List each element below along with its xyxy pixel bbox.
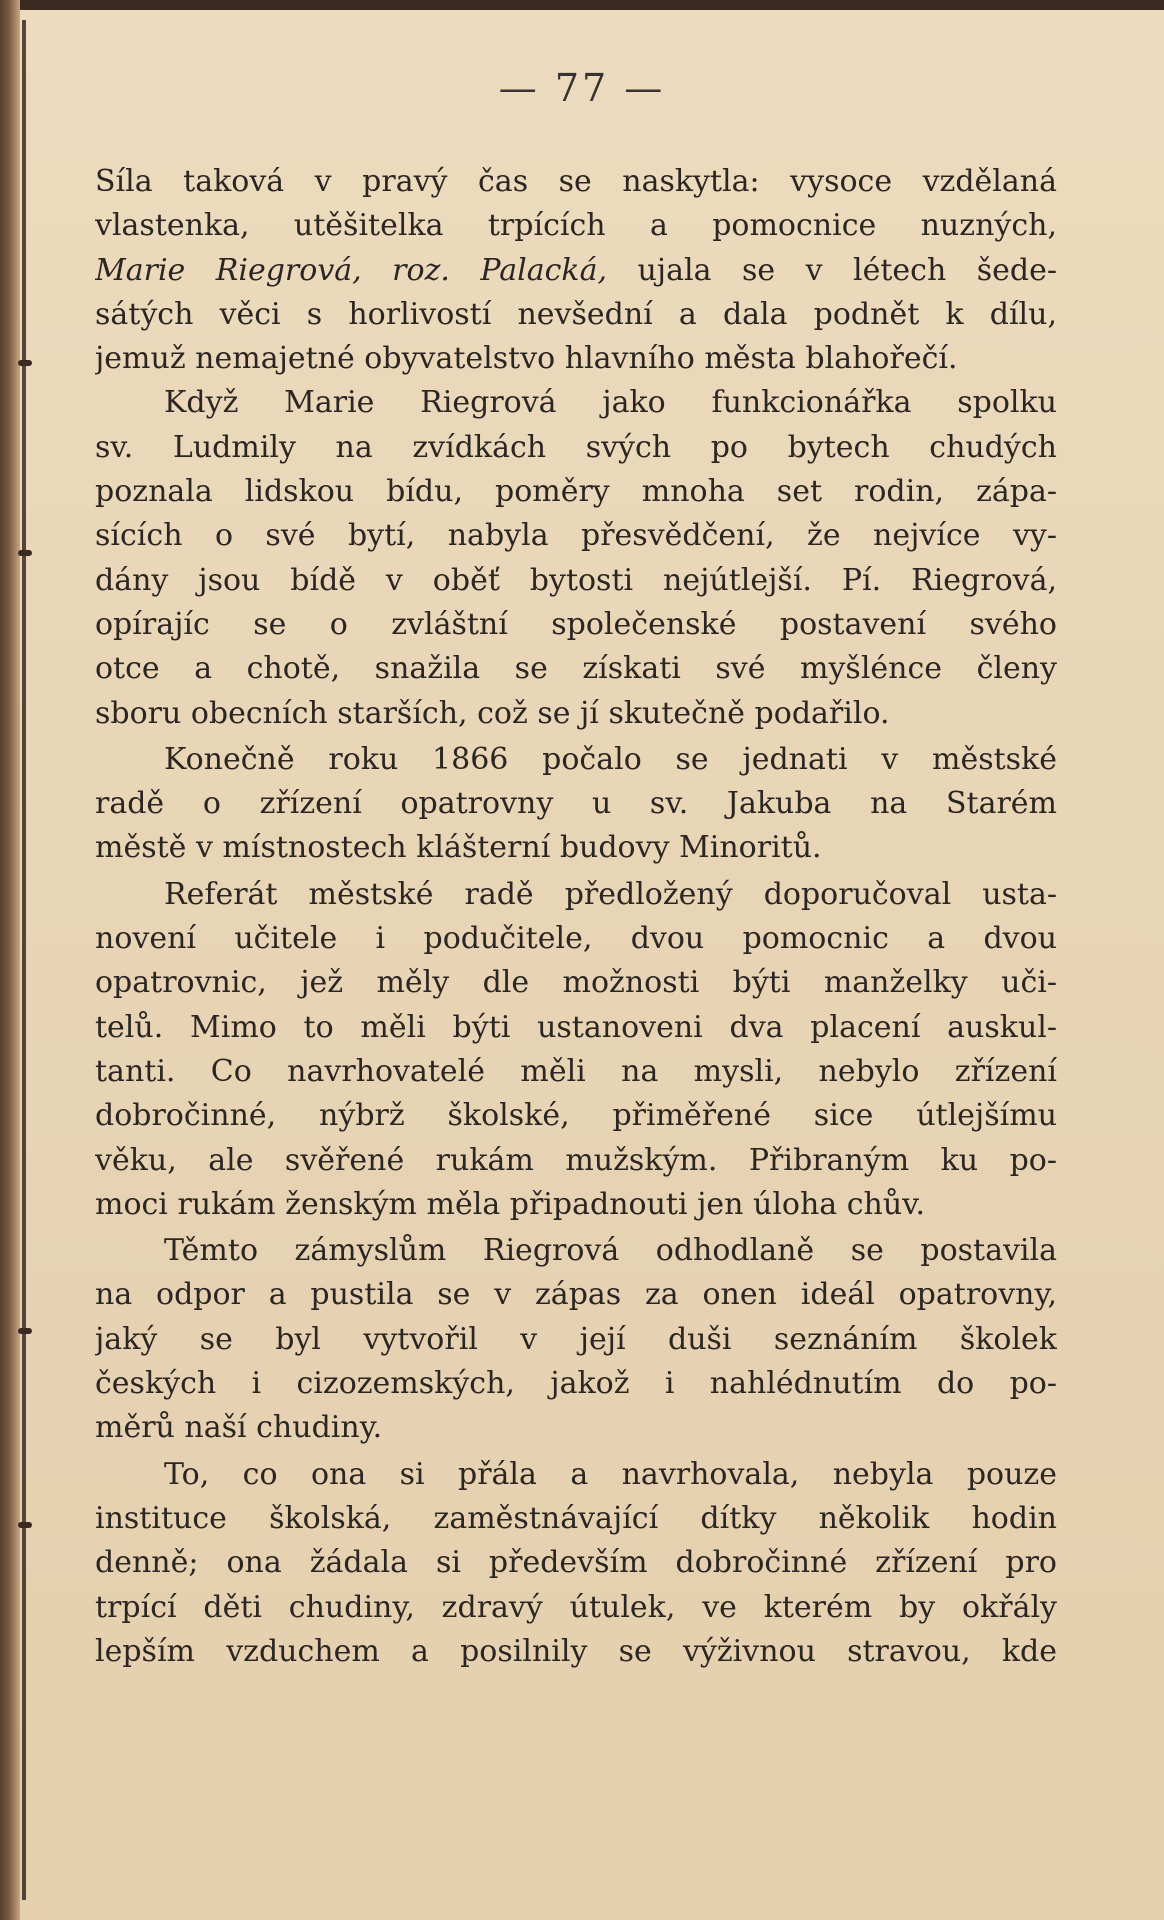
text-line: tanti. Co navrhovatelé měli na mysli, nebylo zřízení bbox=[95, 1053, 1057, 1089]
text-line: lepším vzduchem a posilnily se výživnou stravou, kde bbox=[95, 1633, 1057, 1669]
text-line: otce a chotě, snažila se získati své myšlénce členy bbox=[95, 651, 1057, 687]
text-line: na odpor a pustila se v zápas za onen ideál opatrovny, bbox=[95, 1277, 1057, 1313]
text-line: Síla taková v pravý čas se naskytla: vysoce vzdělaná bbox=[95, 164, 1057, 199]
paragraph bbox=[95, 160, 1057, 381]
text-line: denně; ona žádala si především dobročinné zřízení pro bbox=[95, 1545, 1057, 1581]
text-line: městě v místnostech klášterní budovy Minoritů. bbox=[95, 830, 822, 866]
text-line: věku, ale svěřené rukám mužským. Přibraným ku po- bbox=[95, 1142, 1057, 1178]
page-top-edge bbox=[0, 0, 1164, 10]
text-line: trpící děti chudiny, zdravý útulek, ve kterém by okřály bbox=[95, 1589, 1057, 1625]
text-line: moci rukám ženským měla připadnouti jen úloha chův. bbox=[95, 1186, 926, 1222]
text-line: jaký se byl vytvořil v její duši seznáním školek bbox=[95, 1321, 1057, 1357]
text-line: Těmto zámyslům Riegrová odhodlaně se postavila bbox=[164, 1233, 1057, 1269]
paragraph bbox=[95, 738, 1057, 871]
text-line: To, co ona si přála a navrhovala, nebyla pouze bbox=[164, 1456, 1057, 1492]
paragraph bbox=[95, 1453, 1057, 1674]
text-line: sících o své bytí, nabyla přesvědčení, že nejvíce vy- bbox=[95, 518, 1057, 554]
text-line: novení učitele i podučitele, dvou pomocnic a dvou bbox=[95, 921, 1057, 957]
text-line: Referát městské radě předložený doporučoval usta- bbox=[164, 876, 1057, 912]
text-line: telů. Mimo to měli býti ustanoveni dva placení auskul- bbox=[95, 1009, 1057, 1045]
binding-mark bbox=[18, 550, 32, 556]
book-binding bbox=[0, 0, 20, 1920]
italic-name: Marie Riegrová, roz. Palacká, bbox=[95, 252, 607, 288]
binding-mark bbox=[18, 360, 32, 366]
text-line: jemuž nemajetné obyvatelstvo hlavního města blahořečí. bbox=[95, 341, 958, 377]
paragraph bbox=[95, 873, 1057, 1227]
binding-mark bbox=[18, 1328, 32, 1334]
text-line: opatrovnic, jež měly dle možnosti býti manželky uči- bbox=[95, 965, 1057, 1001]
text-line: opírajíc se o zvláštní společenské postavení svého bbox=[95, 606, 1057, 642]
text-line: sboru obecních starších, což se jí skutečně podařilo. bbox=[95, 695, 890, 731]
text-line: sátých věci s horlivostí nevšední a dala podnět k dílu, bbox=[95, 296, 1057, 332]
text-line: poznala lidskou bídu, poměry mnoha set rodin, zápa- bbox=[95, 474, 1057, 510]
text-line: dobročinné, nýbrž školské, přiměřené sice útlejšímu bbox=[95, 1098, 1057, 1134]
text-line: měrů naší chudiny. bbox=[95, 1410, 383, 1446]
text-line: Konečně roku 1866 počalo se jednati v městské bbox=[164, 741, 1057, 777]
binding-thread bbox=[22, 20, 26, 1900]
text-line: českých i cizozemských, jakož i nahlédnutím do po- bbox=[95, 1366, 1057, 1402]
text-line: sv. Ludmily na zvídkách svých po bytech chudých bbox=[95, 429, 1057, 465]
text-line bbox=[95, 249, 1057, 293]
page-number: — 77 — bbox=[498, 66, 666, 110]
text-line: instituce školská, zaměstnávající dítky několik hodin bbox=[95, 1500, 1057, 1536]
text-line: Když Marie Riegrová jako funkcionářka spolku bbox=[164, 385, 1057, 421]
paragraph bbox=[95, 1229, 1057, 1450]
binding-mark bbox=[18, 1522, 32, 1528]
text-line: radě o zřízení opatrovny u sv. Jakuba na Starém bbox=[95, 786, 1057, 822]
paragraph bbox=[95, 381, 1057, 735]
text-line: dány jsou bídě v oběť bytosti nejútlejší. Pí. Riegrová, bbox=[95, 562, 1057, 598]
book-text bbox=[95, 160, 1057, 1674]
text-line: vlastenka, utěšitelka trpících a pomocnice nuzných, bbox=[95, 208, 1057, 244]
text-fragment: ujala se v létech šede- bbox=[607, 252, 1057, 288]
